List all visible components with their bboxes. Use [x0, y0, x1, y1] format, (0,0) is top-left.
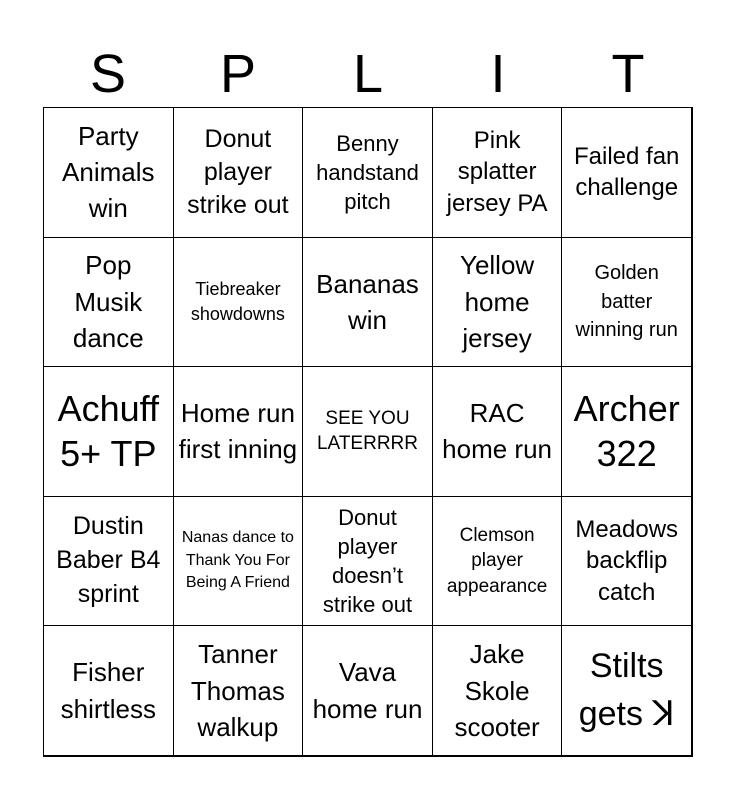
bingo-cell[interactable] [43, 496, 174, 627]
bingo-header [43, 40, 693, 108]
bingo-cell[interactable] [561, 107, 692, 238]
bingo-cell[interactable] [302, 237, 433, 368]
bingo-cell[interactable] [173, 625, 304, 756]
cell-text: Archer 322 [573, 388, 680, 475]
bingo-cell[interactable] [432, 107, 563, 238]
cell-text: Nanas dance to Thank You For Being A Friend [181, 529, 294, 592]
bingo-cell[interactable] [561, 496, 692, 627]
bingo-cell[interactable] [43, 237, 174, 368]
bingo-cell[interactable] [561, 366, 692, 497]
header-letter-l: L [352, 44, 384, 104]
cell-text: Tanner Thomas walkup [190, 639, 285, 742]
cell-text: Pop Musik dance [72, 250, 144, 354]
cell-text: Dustin Baber B4 sprint [56, 512, 161, 608]
cell-text: SEE YOU LATERRRR [316, 408, 418, 455]
bingo-cell[interactable] [173, 366, 304, 497]
cell-text: Fisher shirtless [60, 657, 156, 724]
cell-text: Jake Skole scooter [454, 639, 540, 742]
cell-text: Tiebreaker showdowns [190, 278, 285, 324]
cell-text: Golden batter winning run [575, 262, 678, 342]
cell-text: Achuff 5+ TP [57, 388, 159, 475]
header-letter-i: I [490, 44, 506, 104]
cell-text: Donut player doesn’t strike out [322, 505, 413, 618]
cell-text: Meadows backflip catch [575, 515, 679, 606]
bingo-cell[interactable] [432, 496, 563, 627]
bingo-cell[interactable] [173, 237, 304, 368]
bingo-cell[interactable] [43, 625, 174, 756]
bingo-cell[interactable] [561, 237, 692, 368]
header-letter-t: T [611, 44, 645, 104]
bingo-board [43, 107, 693, 757]
bingo-cell[interactable] [43, 366, 174, 497]
cell-text: RAC home run [442, 398, 553, 465]
bingo-cell[interactable] [561, 625, 692, 756]
header-letter-p: P [219, 44, 257, 104]
cell-text: Bananas win [316, 268, 419, 335]
cell-text: Home run first inning [178, 398, 298, 465]
cell-text: Benny handstand pitch [316, 130, 419, 214]
cell-text: Stilts gets ꓘ [578, 647, 675, 733]
bingo-cell[interactable] [302, 107, 433, 238]
cell-text: Vava home run [312, 657, 423, 724]
bingo-cell[interactable] [302, 496, 433, 627]
free-space[interactable] [302, 366, 433, 497]
cell-text: Yellow home jersey [459, 250, 535, 354]
bingo-cell[interactable] [43, 107, 174, 238]
cell-text: Pink splatter jersey PA [446, 126, 548, 218]
cell-text: Failed fan challenge [573, 142, 680, 202]
bingo-cell[interactable] [432, 366, 563, 497]
header-letter-s: S [89, 44, 127, 104]
cell-text: Clemson player appearance [446, 524, 548, 597]
bingo-cell[interactable] [173, 496, 304, 627]
bingo-cell[interactable] [432, 237, 563, 368]
bingo-cell[interactable] [173, 107, 304, 238]
cell-text: Party Animals win [62, 120, 155, 224]
bingo-cell[interactable] [302, 625, 433, 756]
cell-text: Donut player strike out [187, 124, 289, 219]
bingo-cell[interactable] [432, 625, 563, 756]
